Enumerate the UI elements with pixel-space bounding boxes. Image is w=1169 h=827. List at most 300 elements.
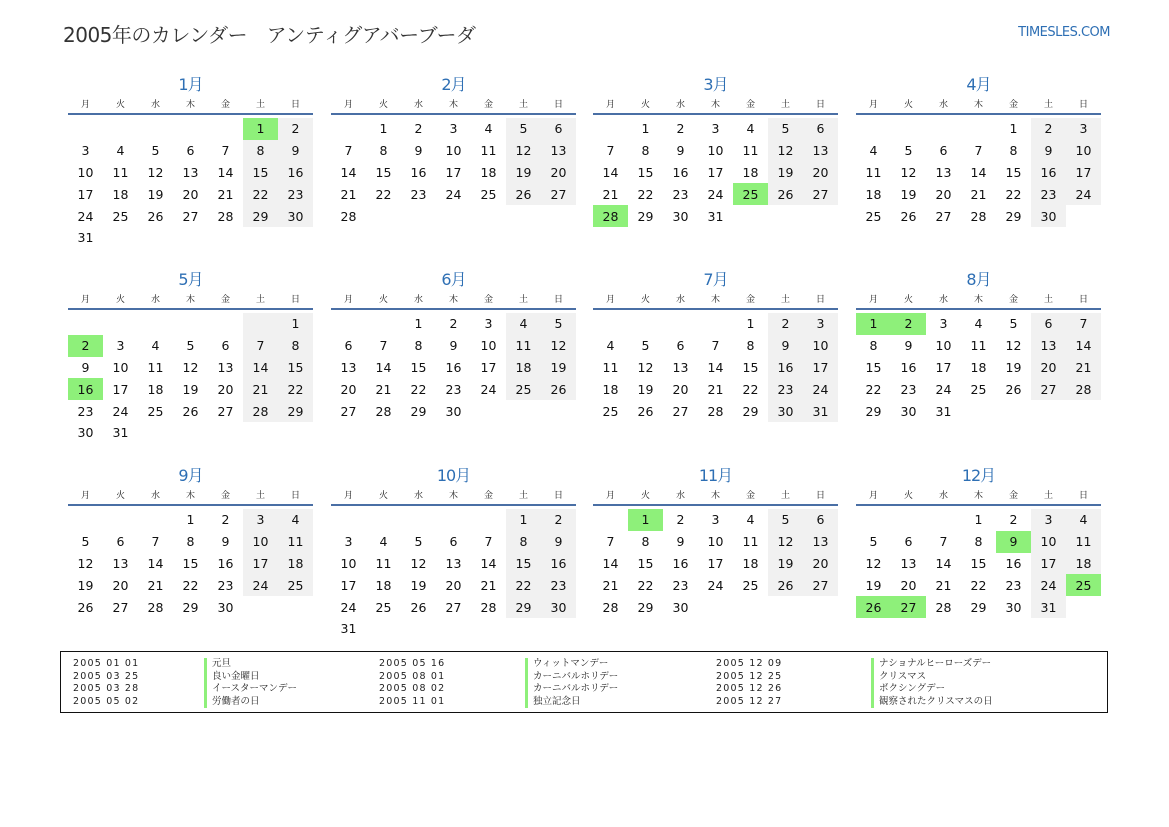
day-cell: 27 [217, 403, 234, 419]
day-cell: 8 [746, 338, 755, 354]
day-cell: 5 [151, 143, 160, 159]
day-cell: 9 [904, 338, 913, 354]
month-block [68, 268, 313, 444]
day-cell: 23 [77, 403, 94, 419]
day-cell: 2 [541, 509, 576, 531]
empty-day-cell [803, 205, 838, 227]
empty-day-cell [436, 205, 471, 227]
day-cell: 16 [445, 359, 462, 375]
weekday-label: 金 [745, 491, 755, 501]
day-cell: 10 [445, 143, 462, 159]
day-cell: 10 [707, 143, 724, 159]
day-cell: 26 [541, 378, 576, 400]
day-cell: 4 [606, 338, 615, 354]
weekday-label: 水 [675, 100, 685, 110]
day-cell: 11 [742, 143, 759, 159]
day-cell: 12 [410, 555, 427, 571]
holiday-date: 2005 03 25 [73, 670, 140, 682]
holiday-day-cell: 2 [891, 313, 926, 335]
day-cell: 28 [707, 403, 724, 419]
holiday-name: 観察されたクリスマスの日 [871, 696, 993, 709]
day-cell: 3 [484, 316, 493, 332]
empty-day-cell [996, 400, 1031, 422]
day-cell: 12 [900, 164, 917, 180]
day-cell: 14 [217, 164, 234, 180]
day-cell: 9 [768, 335, 803, 357]
day-cell: 24 [803, 378, 838, 400]
day-cell: 24 [112, 403, 129, 419]
day-cell: 21 [935, 577, 952, 593]
day-cell: 11 [506, 335, 541, 357]
day-cell: 23 [278, 183, 313, 205]
holiday-name: 独立記念日 [525, 696, 618, 709]
day-cell: 18 [865, 186, 882, 202]
day-cell: 13 [935, 164, 952, 180]
day-cell: 5 [768, 118, 803, 140]
weekday-label: 月 [868, 100, 878, 110]
day-cell: 21 [243, 378, 278, 400]
day-cell: 2 [676, 512, 685, 528]
weekday-header [593, 97, 838, 115]
day-cell: 18 [480, 164, 497, 180]
weekday-label: 日 [815, 100, 825, 110]
month-block [856, 464, 1101, 618]
weekday-label: 月 [343, 100, 353, 110]
day-cell: 7 [484, 534, 493, 550]
day-cell: 26 [900, 208, 917, 224]
weekday-label: 金 [1008, 100, 1018, 110]
day-cell: 29 [742, 403, 759, 419]
day-cell: 17 [1031, 553, 1066, 575]
holiday-name: ボクシングデー [871, 683, 993, 696]
day-cell: 18 [970, 359, 987, 375]
weekday-label: 木 [973, 491, 983, 501]
day-cell: 5 [541, 313, 576, 335]
day-cell: 17 [340, 577, 357, 593]
day-cell: 27 [672, 403, 689, 419]
empty-day-cell [768, 596, 803, 618]
day-cell: 16 [1005, 555, 1022, 571]
weekday-label: 木 [185, 295, 195, 305]
day-cell: 13 [1031, 335, 1066, 357]
empty-day-cell [103, 313, 138, 335]
month-name: 4月 [966, 75, 991, 94]
weekday-label: 火 [640, 491, 650, 501]
weekday-label: 火 [640, 295, 650, 305]
day-cell: 18 [112, 186, 129, 202]
day-cell: 1 [414, 316, 423, 332]
day-cell: 9 [541, 531, 576, 553]
day-cell: 18 [602, 381, 619, 397]
weekday-label: 水 [150, 295, 160, 305]
weekday-label: 水 [938, 295, 948, 305]
weekday-label: 土 [518, 100, 528, 110]
empty-day-cell [856, 118, 891, 140]
day-cell: 9 [1031, 140, 1066, 162]
day-cell: 13 [217, 359, 234, 375]
day-cell: 16 [541, 553, 576, 575]
weekday-header [856, 292, 1101, 310]
day-cell: 6 [904, 534, 913, 550]
empty-day-cell [68, 118, 103, 140]
month-name: 1月 [178, 75, 203, 94]
day-cell: 1 [974, 512, 983, 528]
day-cell: 28 [375, 403, 392, 419]
holiday-col-dates-2 [379, 658, 445, 708]
empty-day-cell [803, 596, 838, 618]
holiday-day-cell: 27 [891, 596, 926, 618]
weekday-label: 月 [868, 491, 878, 501]
month-block [331, 464, 576, 640]
empty-day-cell [593, 118, 628, 140]
day-cell: 16 [672, 164, 689, 180]
day-cell: 20 [340, 381, 357, 397]
day-cell: 22 [410, 381, 427, 397]
weekday-label: 日 [553, 491, 563, 501]
day-cell: 8 [243, 140, 278, 162]
empty-day-cell [733, 205, 768, 227]
day-cell: 21 [480, 577, 497, 593]
empty-day-cell [138, 313, 173, 335]
empty-day-cell [173, 422, 208, 444]
weekday-label: 月 [343, 295, 353, 305]
weekday-header [68, 292, 313, 310]
day-cell: 28 [602, 599, 619, 615]
day-cell: 5 [186, 338, 195, 354]
day-cell: 5 [904, 143, 913, 159]
day-cell: 25 [112, 208, 129, 224]
weekday-header [856, 97, 1101, 115]
empty-day-cell [401, 509, 436, 531]
day-cell: 20 [803, 553, 838, 575]
empty-day-cell [278, 422, 313, 444]
weekday-label: 火 [378, 295, 388, 305]
day-grid [331, 313, 576, 422]
day-cell: 6 [803, 509, 838, 531]
day-cell: 25 [970, 381, 987, 397]
day-cell: 2 [1031, 118, 1066, 140]
empty-day-cell [471, 618, 506, 640]
day-cell: 5 [414, 534, 423, 550]
day-cell: 30 [541, 596, 576, 618]
empty-day-cell [366, 509, 401, 531]
month-name: 11月 [698, 466, 733, 485]
weekday-label: 月 [343, 491, 353, 501]
day-cell: 11 [970, 338, 987, 354]
day-cell: 19 [541, 357, 576, 379]
day-cell: 6 [939, 143, 948, 159]
day-cell: 8 [379, 143, 388, 159]
empty-day-cell [243, 227, 278, 249]
day-cell: 15 [278, 357, 313, 379]
day-cell: 25 [506, 378, 541, 400]
day-cell: 27 [803, 183, 838, 205]
month-name: 6月 [441, 270, 466, 289]
day-cell: 24 [707, 186, 724, 202]
day-cell: 13 [541, 140, 576, 162]
day-cell: 15 [182, 555, 199, 571]
empty-day-cell [331, 313, 366, 335]
day-cell: 14 [707, 359, 724, 375]
weekday-label: 金 [220, 295, 230, 305]
day-grid [68, 313, 313, 444]
empty-day-cell [926, 118, 961, 140]
empty-day-cell [471, 205, 506, 227]
day-cell: 12 [1005, 338, 1022, 354]
day-cell: 7 [151, 534, 160, 550]
day-cell: 11 [112, 164, 129, 180]
day-cell: 24 [1031, 574, 1066, 596]
day-cell: 17 [707, 164, 724, 180]
empty-day-cell [243, 313, 278, 335]
weekday-label: 火 [378, 491, 388, 501]
day-cell: 11 [742, 534, 759, 550]
day-cell: 11 [375, 555, 392, 571]
empty-day-cell [541, 618, 576, 640]
day-cell: 24 [707, 577, 724, 593]
day-cell: 7 [606, 534, 615, 550]
weekday-label: 土 [255, 295, 265, 305]
day-cell: 2 [278, 118, 313, 140]
day-cell: 20 [672, 381, 689, 397]
weekday-label: 水 [675, 491, 685, 501]
day-cell: 21 [602, 577, 619, 593]
holiday-col-names-3 [871, 658, 993, 708]
day-cell: 17 [112, 381, 129, 397]
weekday-label: 木 [973, 295, 983, 305]
weekday-label: 土 [1043, 100, 1053, 110]
day-cell: 17 [77, 186, 94, 202]
day-cell: 6 [116, 534, 125, 550]
empty-day-cell [733, 596, 768, 618]
weekday-label: 月 [868, 295, 878, 305]
holiday-date: 2005 05 16 [379, 658, 446, 669]
weekday-label: 月 [80, 295, 90, 305]
weekday-label: 水 [413, 100, 423, 110]
holiday-name: カーニバルホリデー [525, 671, 618, 684]
day-cell: 13 [340, 359, 357, 375]
holiday-list [60, 651, 1108, 713]
holiday-date: 2005 12 09 [716, 658, 783, 669]
empty-day-cell [663, 313, 698, 335]
day-cell: 12 [768, 531, 803, 553]
day-cell: 19 [147, 186, 164, 202]
day-cell: 29 [410, 403, 427, 419]
empty-day-cell [1066, 400, 1101, 422]
day-cell: 22 [278, 378, 313, 400]
day-grid [593, 313, 838, 422]
day-cell: 10 [480, 338, 497, 354]
empty-day-cell [401, 205, 436, 227]
day-cell: 16 [1031, 162, 1066, 184]
day-cell: 19 [506, 162, 541, 184]
day-cell: 19 [900, 186, 917, 202]
day-cell: 4 [278, 509, 313, 531]
day-cell: 10 [707, 534, 724, 550]
weekday-label: 火 [115, 100, 125, 110]
empty-day-cell [278, 227, 313, 249]
day-cell: 29 [637, 208, 654, 224]
day-cell: 13 [803, 531, 838, 553]
day-cell: 5 [869, 534, 878, 550]
empty-day-cell [961, 400, 996, 422]
day-cell: 6 [449, 534, 458, 550]
day-cell: 28 [243, 400, 278, 422]
day-cell: 3 [81, 143, 90, 159]
holiday-date: 2005 12 25 [716, 670, 783, 682]
day-cell: 4 [379, 534, 388, 550]
day-cell: 1 [746, 316, 755, 332]
day-cell: 9 [221, 534, 230, 550]
day-cell: 24 [445, 186, 462, 202]
day-cell: 20 [900, 577, 917, 593]
day-cell: 31 [112, 425, 129, 441]
day-cell: 12 [182, 359, 199, 375]
day-cell: 19 [410, 577, 427, 593]
day-cell: 31 [1031, 596, 1066, 618]
month-block [331, 268, 576, 422]
empty-day-cell [436, 618, 471, 640]
day-cell: 6 [676, 338, 685, 354]
day-cell: 20 [1031, 357, 1066, 379]
weekday-label: 金 [745, 295, 755, 305]
day-cell: 14 [480, 555, 497, 571]
weekday-header [68, 97, 313, 115]
empty-day-cell [593, 509, 628, 531]
day-cell: 23 [1031, 183, 1066, 205]
day-cell: 10 [803, 335, 838, 357]
day-cell: 28 [1066, 378, 1101, 400]
day-cell: 31 [803, 400, 838, 422]
empty-day-cell [366, 205, 401, 227]
weekday-label: 土 [1043, 491, 1053, 501]
day-cell: 19 [768, 553, 803, 575]
empty-day-cell [961, 118, 996, 140]
site-link[interactable]: TIMESLES.COM [1018, 25, 1110, 40]
empty-day-cell [891, 509, 926, 531]
month-block [856, 268, 1101, 422]
day-cell: 22 [506, 574, 541, 596]
day-cell: 5 [506, 118, 541, 140]
day-grid [593, 118, 838, 227]
day-cell: 29 [278, 400, 313, 422]
day-cell: 22 [970, 577, 987, 593]
weekday-label: 木 [448, 100, 458, 110]
day-cell: 6 [541, 118, 576, 140]
month-block [593, 73, 838, 227]
day-cell: 7 [711, 338, 720, 354]
weekday-label: 水 [938, 491, 948, 501]
month-name: 7月 [703, 270, 728, 289]
day-cell: 12 [637, 359, 654, 375]
day-cell: 2 [676, 121, 685, 137]
holiday-date: 2005 12 26 [716, 683, 783, 694]
day-cell: 14 [935, 555, 952, 571]
day-cell: 27 [1031, 378, 1066, 400]
day-cell: 4 [746, 121, 755, 137]
day-cell: 14 [243, 357, 278, 379]
empty-day-cell [891, 118, 926, 140]
day-cell: 14 [970, 164, 987, 180]
day-cell: 8 [641, 143, 650, 159]
day-cell: 6 [221, 338, 230, 354]
empty-day-cell [208, 118, 243, 140]
day-cell: 20 [803, 162, 838, 184]
weekday-label: 火 [115, 491, 125, 501]
weekday-label: 月 [605, 100, 615, 110]
empty-day-cell [506, 205, 541, 227]
day-cell: 30 [217, 599, 234, 615]
weekday-label: 土 [255, 491, 265, 501]
month-block [593, 464, 838, 618]
weekday-label: 木 [973, 100, 983, 110]
weekday-label: 土 [255, 100, 265, 110]
day-cell: 11 [278, 531, 313, 553]
holiday-date: 2005 08 01 [379, 670, 446, 682]
holiday-col-names-2 [525, 658, 618, 708]
holiday-day-cell: 1 [856, 313, 891, 335]
day-cell: 11 [480, 143, 497, 159]
day-cell: 7 [974, 143, 983, 159]
weekday-label: 金 [1008, 295, 1018, 305]
day-cell: 20 [445, 577, 462, 593]
weekday-label: 土 [518, 295, 528, 305]
weekday-label: 日 [815, 491, 825, 501]
day-cell: 3 [243, 509, 278, 531]
day-cell: 29 [182, 599, 199, 615]
month-block [68, 464, 313, 618]
weekday-label: 水 [413, 491, 423, 501]
empty-day-cell [243, 422, 278, 444]
day-cell: 10 [340, 555, 357, 571]
day-cell: 21 [217, 186, 234, 202]
day-cell: 23 [445, 381, 462, 397]
day-cell: 4 [506, 313, 541, 335]
month-block [331, 73, 576, 227]
day-cell: 23 [541, 574, 576, 596]
weekday-label: 火 [903, 295, 913, 305]
day-cell: 17 [1066, 162, 1101, 184]
day-cell: 20 [935, 186, 952, 202]
weekday-label: 日 [553, 295, 563, 305]
weekday-label: 水 [150, 491, 160, 501]
weekday-label: 木 [448, 491, 458, 501]
day-cell: 12 [506, 140, 541, 162]
empty-day-cell [698, 313, 733, 335]
day-cell: 27 [541, 183, 576, 205]
day-cell: 26 [768, 574, 803, 596]
day-cell: 21 [1066, 357, 1101, 379]
day-cell: 11 [865, 164, 882, 180]
day-cell: 8 [414, 338, 423, 354]
weekday-label: 月 [605, 295, 615, 305]
holiday-name: ナショナルヒーローズデー [871, 658, 993, 671]
day-cell: 24 [77, 208, 94, 224]
weekday-label: 木 [710, 295, 720, 305]
day-cell: 22 [742, 381, 759, 397]
day-cell: 7 [1066, 313, 1101, 335]
weekday-label: 水 [413, 295, 423, 305]
weekday-label: 日 [290, 491, 300, 501]
day-cell: 5 [1009, 316, 1018, 332]
month-name: 2月 [441, 75, 466, 94]
day-cell: 30 [672, 599, 689, 615]
empty-day-cell [138, 227, 173, 249]
holiday-day-cell: 1 [243, 118, 278, 140]
day-cell: 15 [375, 164, 392, 180]
day-cell: 9 [278, 140, 313, 162]
day-cell: 9 [449, 338, 458, 354]
